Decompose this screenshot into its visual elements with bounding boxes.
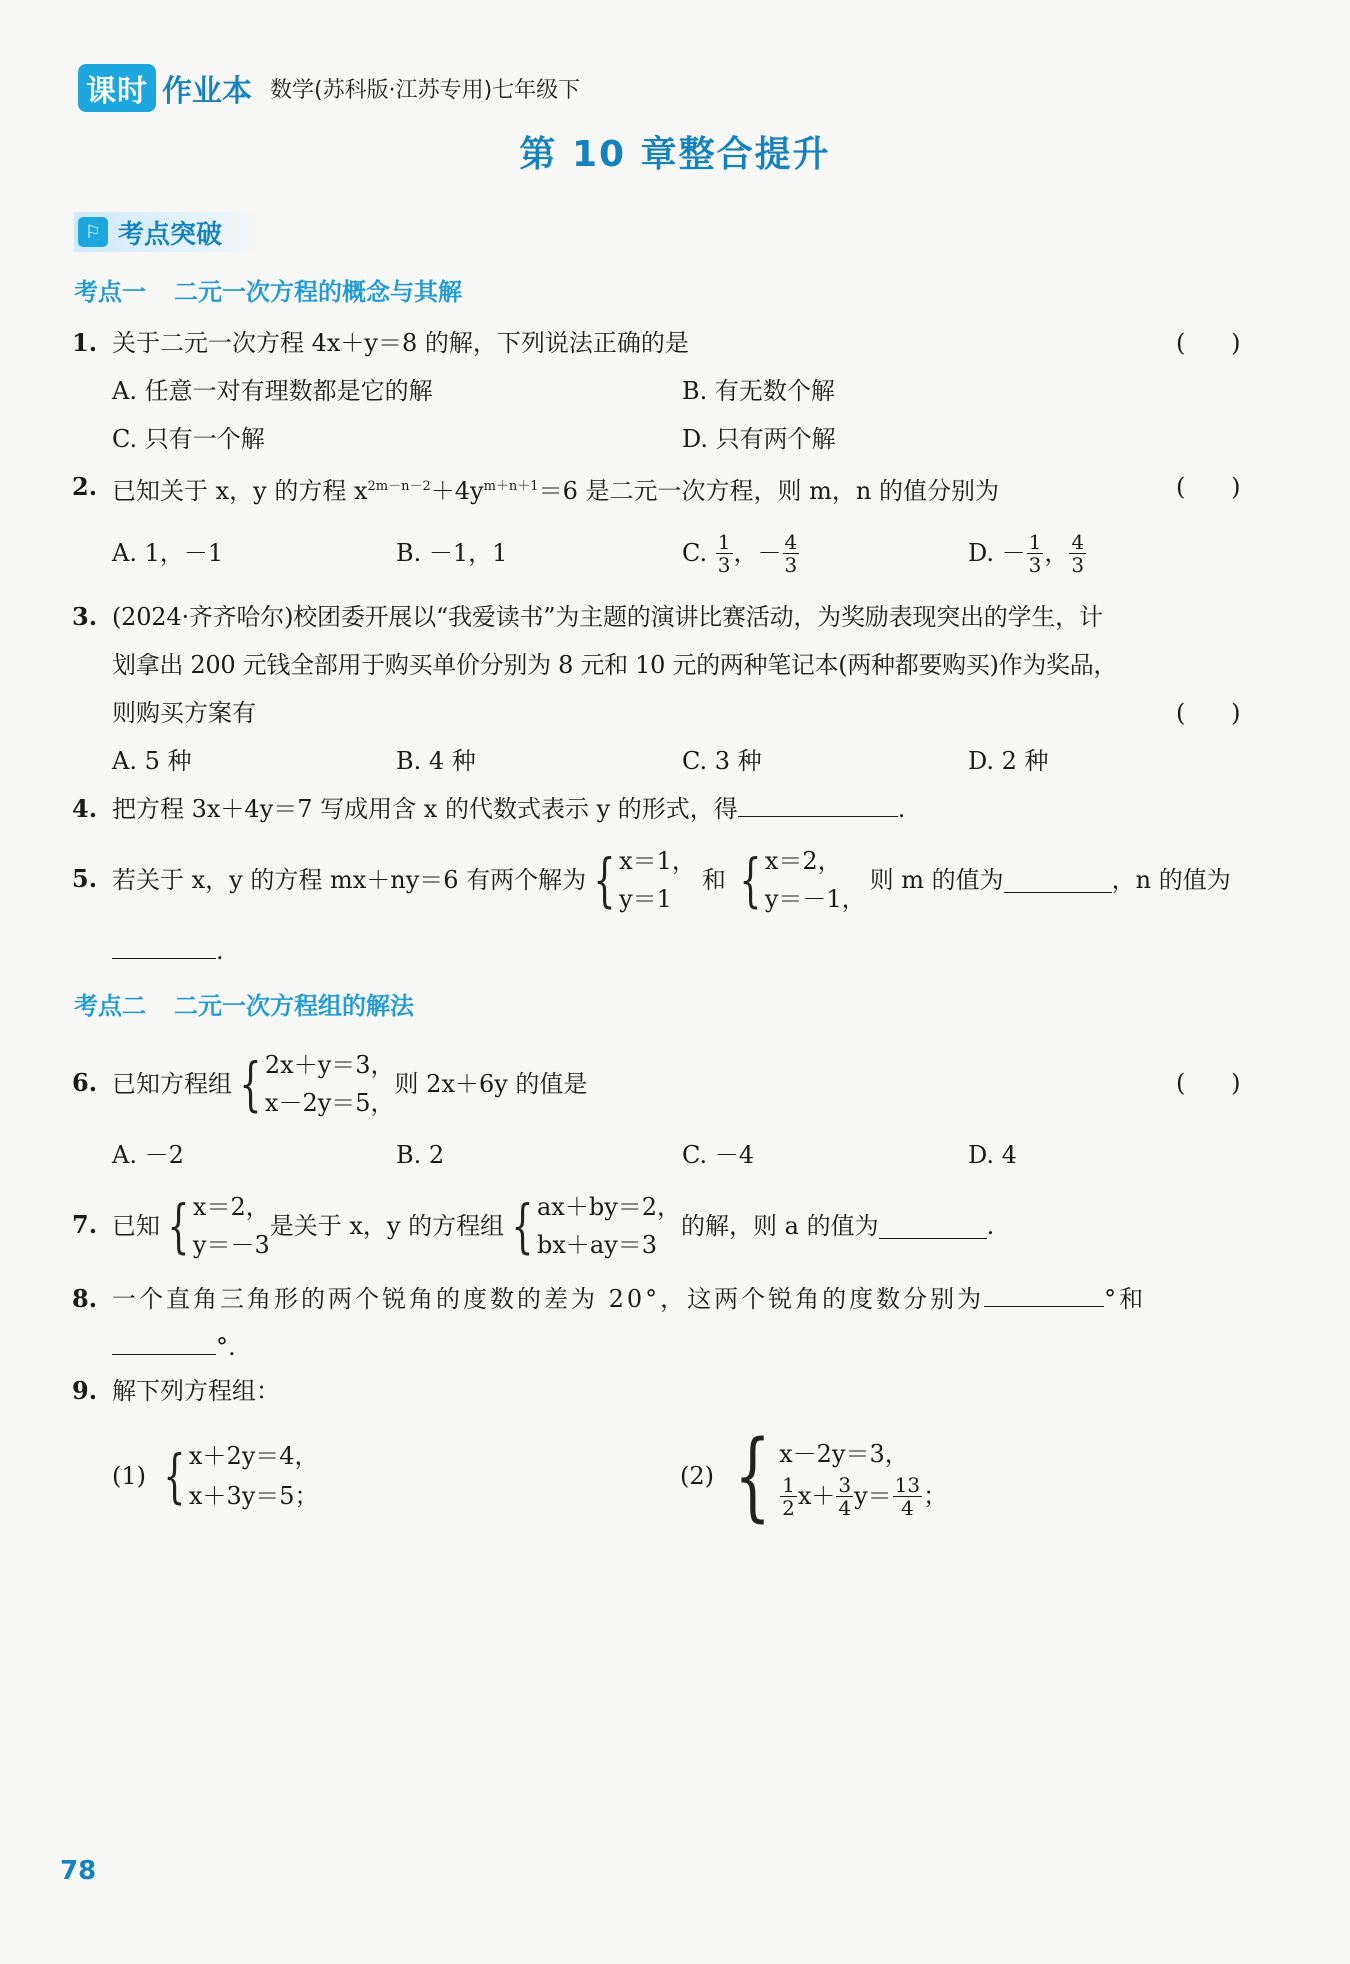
option-d: D. － $\frac{1}{3}$ ， $\frac{4}{3}$ bbox=[968, 529, 1085, 577]
fraction: $\frac{4}{3}$ bbox=[1071, 529, 1085, 577]
option-c: C. 只有一个解 bbox=[112, 425, 265, 453]
subproblem-1: (1) { x＋2y＝4， x＋3y＝5； bbox=[112, 1436, 319, 1516]
question-text-line: 划拿出 200 元钱全部用于购买单价分别为 8 元和 10 元的两种笔记本(两种都要购买)作为奖品， bbox=[112, 651, 1118, 679]
question-number: 8. bbox=[72, 1284, 98, 1313]
option-d: D. 只有两个解 bbox=[682, 425, 836, 453]
answer-parens: ( ) bbox=[1176, 1069, 1241, 1097]
answer-blank-m[interactable] bbox=[1004, 868, 1112, 893]
question-text-line: 则购买方案有 bbox=[112, 699, 256, 727]
question-number: 4. bbox=[72, 794, 98, 823]
equation-system: { x＝2， y＝－3 bbox=[167, 1192, 270, 1260]
chapter-title: 第 10 章整合提升 bbox=[519, 134, 831, 175]
fraction: $\frac{4}{3}$ bbox=[784, 529, 798, 577]
answer-blank-angle-2[interactable] bbox=[112, 1330, 216, 1355]
option-c: C. 3 种 bbox=[682, 747, 762, 775]
option-a: A. 1，－1 bbox=[112, 539, 224, 567]
question-number: 2. bbox=[72, 472, 98, 501]
option-d: D. 4 bbox=[968, 1141, 1017, 1169]
fraction: $\frac{1}{2}$ bbox=[782, 1472, 795, 1520]
question-text: 把方程 3x＋4y＝7 写成用含 x 的代数式表示 y 的形式，得 . bbox=[112, 792, 905, 826]
option-b: B. 4 种 bbox=[396, 747, 476, 775]
question-number: 7. bbox=[72, 1210, 98, 1239]
topic-heading-1 bbox=[74, 272, 462, 307]
question-continuation: . bbox=[112, 934, 224, 968]
option-a: A. 任意一对有理数都是它的解 bbox=[112, 377, 433, 405]
option-b: B. 2 bbox=[396, 1141, 445, 1169]
question-number: 1. bbox=[72, 328, 98, 357]
subproblem-2: (2) { x－2y＝3， $\frac{1}{2}$ x＋ $\frac{3}{4}$ y＝ $\frac{13}{4}$ ； bbox=[680, 1420, 948, 1532]
running-figure-icon: ⚐ bbox=[78, 217, 108, 247]
fraction: $\frac{1}{3}$ bbox=[1028, 529, 1042, 577]
question-text: 已知方程组 { 2x＋y＝3， x－2y＝5， 则 2x＋6y 的值是 bbox=[112, 1046, 587, 1122]
question-text: 一个直角三角形的两个锐角的度数的差为 20°，这两个锐角的度数分别为 °和 bbox=[112, 1282, 1146, 1316]
option-c: C. －4 bbox=[682, 1141, 755, 1169]
topic-label: 考点二 bbox=[74, 992, 146, 1020]
option-c: C. $\frac{1}{3}$ ， － $\frac{4}{3}$ bbox=[682, 529, 798, 577]
question-text: 已知 { x＝2， y＝－3 是关于 x，y 的方程组 { ax＋by＝2， bx＋ay＝3 的解，则 a 的值为 . bbox=[112, 1188, 994, 1264]
exponent: 2m－n－2 bbox=[367, 479, 431, 494]
question-text: 解下列方程组： bbox=[112, 1377, 280, 1405]
option-a: A. 5 种 bbox=[112, 747, 192, 775]
equation-system: { x＝2， y＝－1， bbox=[739, 846, 866, 914]
equation-system: { ax＋by＝2， bx＋ay＝3 bbox=[511, 1192, 682, 1260]
brand-name: 作业本 bbox=[162, 74, 252, 109]
question-text: 关于二元一次方程 4x＋y＝8 的解，下列说法正确的是 bbox=[112, 329, 689, 357]
option-b: B. 有无数个解 bbox=[682, 377, 835, 405]
fraction: $\frac{3}{4}$ bbox=[838, 1472, 852, 1520]
topic-title: 二元一次方程的概念与其解 bbox=[174, 278, 462, 306]
section-banner-label: 考点突破 bbox=[118, 219, 223, 250]
subject-label: 数学(苏科版·江苏专用)七年级下 bbox=[270, 77, 581, 103]
fraction: $\frac{1}{3}$ bbox=[717, 529, 731, 577]
question-continuation: °. bbox=[112, 1330, 236, 1364]
question-number: 9. bbox=[72, 1376, 98, 1405]
exponent: m＋n＋1 bbox=[483, 479, 539, 494]
option-d: D. 2 种 bbox=[968, 747, 1049, 775]
answer-blank[interactable] bbox=[738, 792, 898, 817]
equation-system: { 2x＋y＝3， x－2y＝5， bbox=[239, 1050, 395, 1118]
question-text-line: (2024·齐齐哈尔)校团委开展以“我爱读书”为主题的演讲比赛活动，为奖励表现突出的学生，计 bbox=[112, 603, 1103, 631]
equation-system: { x＝1， y＝1 bbox=[593, 846, 696, 914]
equation-system: { x＋2y＝4， x＋3y＝5； bbox=[163, 1442, 319, 1510]
topic-heading-2 bbox=[74, 986, 414, 1021]
topic-title: 二元一次方程组的解法 bbox=[174, 992, 414, 1020]
brand-logo: 课时 bbox=[78, 64, 156, 112]
section-banner bbox=[74, 212, 264, 252]
option-b: B. －1，1 bbox=[396, 539, 508, 567]
answer-parens: ( ) bbox=[1176, 329, 1241, 357]
answer-blank-angle-1[interactable] bbox=[984, 1282, 1104, 1307]
question-number: 6. bbox=[72, 1068, 98, 1097]
page-number: 78 bbox=[60, 1856, 97, 1886]
equation-system: { x－2y＝3， $\frac{1}{2}$ x＋ $\frac{3}{4}$ y＝ $\frac{13}{4}$ ； bbox=[734, 1420, 948, 1532]
answer-blank-n[interactable] bbox=[112, 934, 216, 959]
topic-label: 考点一 bbox=[74, 278, 146, 306]
answer-blank[interactable] bbox=[879, 1214, 987, 1239]
question-number: 3. bbox=[72, 602, 98, 631]
question-number: 5. bbox=[72, 864, 98, 893]
book-header bbox=[78, 64, 580, 112]
answer-parens: ( ) bbox=[1176, 473, 1241, 501]
answer-parens: ( ) bbox=[1176, 699, 1241, 727]
question-text: 已知关于 x，y 的方程 $x^{2m-n-2}+4y^{m+n+1}=6$ 是二元一次方程，则 m，n 的值分别为 bbox=[112, 477, 999, 505]
question-text: 若关于 x，y 的方程 mx＋ny＝6 有两个解为 { x＝1， y＝1 和 { x＝2， y＝－1， 则 m 的值为 ，n 的值为 bbox=[112, 842, 1231, 918]
fraction: $\frac{13}{4}$ bbox=[894, 1472, 921, 1520]
option-a: A. －2 bbox=[112, 1141, 184, 1169]
